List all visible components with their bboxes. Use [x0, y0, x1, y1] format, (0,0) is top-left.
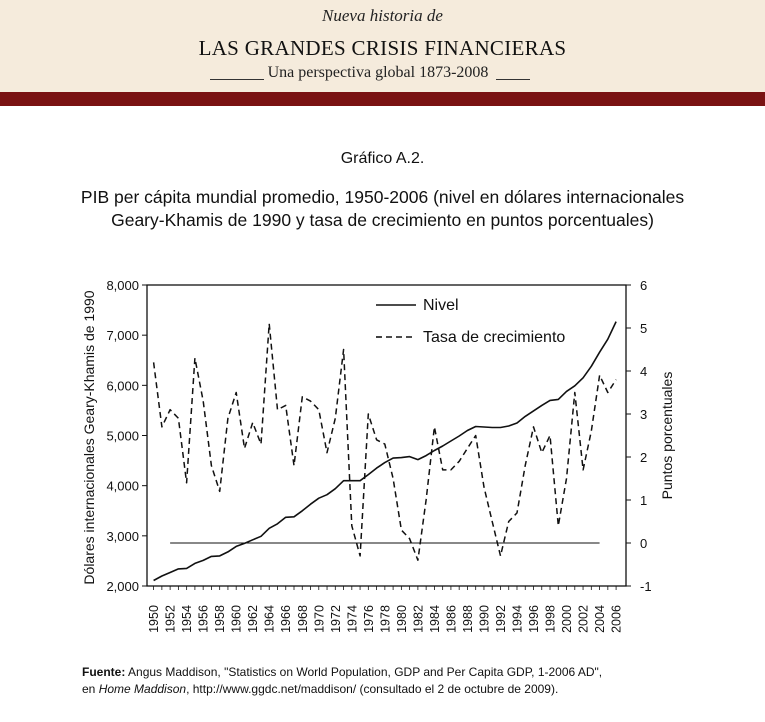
header-subtitle-text: Una perspectiva global 1873-2008 — [267, 64, 489, 81]
legend-label: Tasa de crecimiento — [423, 329, 566, 346]
legend-label: Nivel — [423, 297, 459, 314]
x-tick-label: 1976 — [361, 605, 376, 633]
y-tick-label: 2,000 — [106, 579, 139, 594]
x-tick-label: 1996 — [527, 605, 542, 633]
header-book-title: LAS GRANDES CRISIS FINANCIERAS — [198, 36, 567, 60]
x-tick-label: 1962 — [246, 605, 261, 633]
x-tick-label: 1980 — [394, 605, 409, 633]
subtitle-right-rule — [496, 79, 530, 80]
y-tick-label: 4,000 — [106, 478, 139, 494]
source-publication: Home Maddison — [98, 682, 187, 696]
x-tick-label: 1966 — [279, 605, 294, 633]
y-tick-label: 8,000 — [106, 278, 139, 293]
series-line-nivel — [154, 322, 616, 581]
x-tick-label: 1956 — [196, 605, 211, 633]
x-tick-label: 1986 — [444, 605, 459, 633]
x-tick-label: 1988 — [460, 605, 475, 633]
chart — [0, 260, 765, 660]
y-axis-title: Dólares internacionales Geary-Khamis de 1990 — [81, 290, 97, 585]
y2-tick-label: -1 — [640, 579, 652, 594]
x-tick-label: 1958 — [213, 605, 228, 633]
x-tick-label: 1970 — [312, 605, 327, 633]
x-tick-label: 1952 — [163, 605, 178, 633]
y2-tick-label: 0 — [640, 536, 648, 551]
x-tick-label: 1968 — [295, 605, 310, 633]
x-tick-label: 1954 — [180, 605, 195, 633]
x-tick-label: 2006 — [609, 605, 624, 633]
series-line-tasa-de-crecimiento — [154, 324, 616, 561]
y-tick-label: 6,000 — [106, 378, 139, 394]
y-tick-label: 3,000 — [106, 528, 139, 544]
source-text-1: Angus Maddison, "Statistics on World Population, GDP and Per Capita GDP, 1-2006 AD", — [128, 665, 603, 679]
source-text-2a: en — [82, 682, 99, 696]
x-tick-label: 2002 — [576, 605, 591, 633]
x-tick-label: 1984 — [427, 605, 442, 633]
y2-tick-label: 6 — [640, 278, 648, 293]
source-label: Fuente: — [82, 665, 126, 679]
y-tick-label: 5,000 — [106, 428, 139, 444]
x-tick-label: 2004 — [593, 605, 608, 633]
book-header-band — [0, 0, 765, 92]
x-tick-label: 1998 — [543, 605, 558, 633]
x-tick-label: 2000 — [560, 605, 575, 633]
x-tick-label: 1974 — [345, 605, 360, 633]
header-series-title: Nueva historia de — [322, 6, 443, 25]
y2-tick-label: 5 — [640, 321, 648, 336]
y2-axis-title: Puntos porcentuales — [659, 371, 675, 500]
source-note — [82, 664, 722, 698]
x-tick-label: 1960 — [229, 605, 244, 633]
x-tick-label: 1964 — [262, 605, 277, 633]
x-tick-label: 1950 — [147, 605, 162, 633]
y2-tick-label: 1 — [640, 493, 648, 508]
x-tick-label: 1982 — [411, 605, 426, 633]
y2-tick-label: 4 — [640, 364, 648, 379]
x-tick-label: 1992 — [493, 605, 508, 633]
header-subtitle — [175, 63, 565, 83]
figure-label: Gráfico A.2. — [340, 150, 425, 167]
header-rule-bar — [0, 92, 765, 106]
x-tick-label: 1990 — [477, 605, 492, 633]
source-text-2b: , http://www.ggdc.net/maddison/ (consultado el 2 de octubre de 2009). — [186, 682, 559, 696]
x-tick-label: 1978 — [378, 605, 393, 633]
x-tick-label: 1994 — [510, 605, 525, 633]
figure-title: PIB per cápita mundial promedio, 1950-2006 (nivel en dólares internacionales Geary-Khamis de 1990 y tasa de crecimiento en puntos porcentuales) — [80, 187, 685, 230]
x-tick-label: 1972 — [328, 605, 343, 633]
subtitle-left-rule — [210, 79, 264, 80]
y-tick-label: 7,000 — [106, 328, 139, 344]
y2-tick-label: 2 — [640, 450, 648, 465]
y2-tick-label: 3 — [640, 407, 648, 422]
